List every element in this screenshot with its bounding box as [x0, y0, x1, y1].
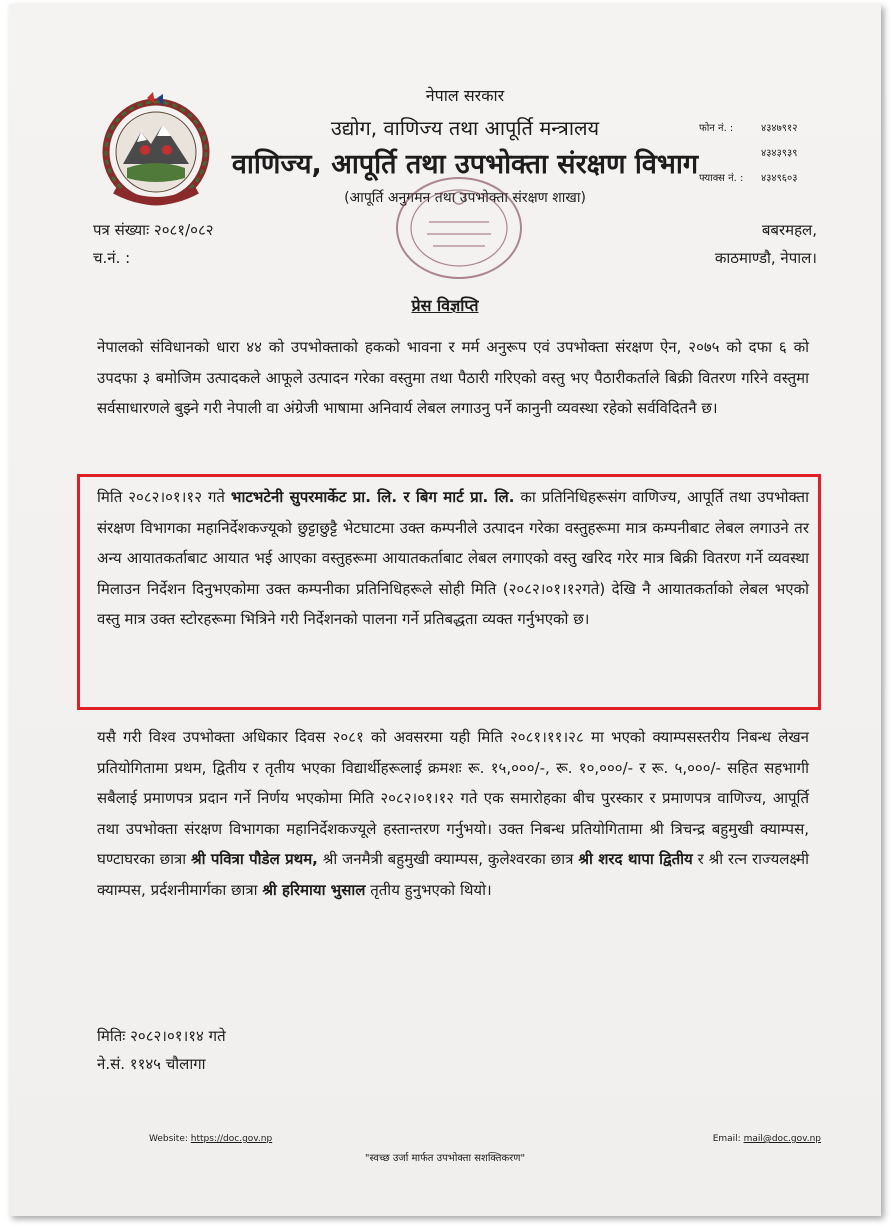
document-page	[9, 4, 881, 1216]
date-line-1: मितिः २०८२।०१।१४ गते	[97, 1027, 226, 1045]
first-place-winner: श्री पवित्रा पौडेल प्रथम,	[191, 850, 318, 868]
paragraph-3-text-b: श्री जनमैत्री बहुमुखी क्याम्पस, कुलेश्वरका छात्र	[317, 850, 579, 868]
website-link[interactable]: https://doc.gov.np	[190, 1134, 273, 1144]
cn-label: च.नं. :	[93, 249, 131, 267]
government-name: नेपाल सरकार	[425, 86, 505, 105]
reference-block	[93, 216, 214, 272]
reference-number: २०८१/०८२	[153, 221, 214, 239]
paragraph-3	[97, 722, 809, 905]
address-block	[715, 216, 817, 272]
phone-number-2: ४३४३९३९	[761, 148, 798, 159]
phone-number-1: ४३४७९१२	[761, 123, 798, 134]
footer-email	[713, 1134, 821, 1144]
email-label: Email:	[712, 1134, 744, 1144]
reference-label: पत्र संख्याः	[93, 221, 150, 239]
third-place-winner: श्री हरिमाया भुसाल	[262, 880, 366, 899]
department-name: वाणिज्य, आपूर्ति तथा उपभोक्ता संरक्षण विभाग	[231, 149, 699, 180]
fax-label: फ्याक्स नं. :	[699, 173, 744, 184]
website-label: Website:	[149, 1134, 191, 1144]
paragraph-2	[97, 482, 809, 635]
contact-block	[699, 116, 859, 191]
date-line-2: ने.सं. ११४५ चौलागा	[97, 1055, 206, 1073]
fax-number: ४३४९६०३	[761, 173, 798, 184]
footer-slogan: "स्वच्छ उर्जा मार्फत उपभोक्ता सशक्तिकरण"	[364, 1153, 526, 1164]
email-link[interactable]: mail@doc.gov.np	[743, 1134, 821, 1144]
address-line-2: काठमाण्डौ, नेपाल।	[714, 249, 817, 267]
paragraph-3-text-c: र श्री रत्न राज्यलक्ष्मी क्याम्पस, प्रर्दशनीमार्गका छात्रा	[97, 850, 809, 899]
paragraph-3-text-a: यसै गरी विश्व उपभोक्ता अधिकार दिवस २०८१ को अवसरमा यही मिति २०८१।११।२८ मा भएको क्याम्पसस्तरीय निबन्ध लेखन प्रतियोगितामा प्रथम, द्वितीय र तृतीय भएका विद्यार्थीहरूलाई क्रमशः रू. १५,०००/-, रू. १०,०००/- र रू. ५,०००/- सहित सहभागी सबैलाई प्रमाणपत्र प्रदान गर्ने निर्णय भएकोमा मिति २०८२।०१।१२ गते एक समारोहका बीच पुरस्कार र प्रमाणपत्र वाणिज्य, आपूर्ति तथा उपभोक्ता संरक्षण विभागका महानिर्देशकज्यूले हस्तान्तरण गर्नुभयो। उक्त निबन्ध प्रतियोगितामा श्री त्रिचन्द्र बहुमुखी क्याम्पस, घण्टाघरका छात्रा	[97, 728, 809, 868]
paragraph-2-text-a: मिति २०८२।०१।१२ गते	[97, 488, 231, 506]
second-place-winner: श्री शरद थापा द्वितीय	[578, 850, 693, 868]
paragraph-1: नेपालको संविधानको धारा ४४ को उपभोक्ताको हकको भावना र मर्म अनुरूप एवं उपभोक्ता संरक्षण ऐन, २०७५ को दफा ६ को उपदफा ३ बमोजिम उत्पादकले आफूले उत्पादन गरेका वस्तुमा तथा पैठारी गरिएको वस्तु भए पैठारीकर्ताले बिक्री वितरण गरिने वस्तुमा सर्वसाधारणले बुझ्ने गरी नेपाली वा अंग्रेजी भाषामा अनिवार्य लेबल लगाउनु पर्ने कानुनी व्यवस्था रहेको सर्वविदितनै छ।	[97, 338, 809, 417]
address-line-1: बबरमहल,	[761, 221, 817, 239]
document-title: प्रेस विज्ञप्ति	[411, 296, 479, 315]
ministry-name: उद्योग, वाणिज्य तथा आपूर्ति मन्त्रालय	[330, 116, 600, 140]
company-names: भाटभटेनी सुपरमार्केट प्रा. लि. र बिग मार्ट प्रा. लि.	[230, 488, 515, 506]
office-stamp-icon	[389, 172, 529, 284]
paragraph-3-text-d: तृतीय हुनुभएको थियो।	[365, 880, 492, 899]
phone-label: फोन नं. :	[699, 123, 734, 134]
date-block	[97, 1022, 226, 1078]
paragraph-2-text-b: का प्रतिनिधिहरूसंग वाणिज्य, आपूर्ति तथा उपभोक्ता संरक्षण विभागका महानिर्देशकज्यूको छुट्टाछुट्टै भेटघाटमा उक्त कम्पनीले उत्पादन गरेका वस्तुहरूमा मात्र कम्पनीबाट लेबल लगाउने तर अन्य आयातकर्ताबाट आयात भई आएका वस्तुहरूमा आयातकर्ताबाट लेबल लगाएको वस्तु खरिद गरेर मात्र बिक्री वितरण गर्ने व्यवस्था मिलाउन निर्देशन दिनुभएकोमा उक्त कम्पनीका प्रतिनिधिहरूले सोही मिति (२०८२।०१।१२गते) देखि नै आयातकर्ताको लेबल भएको वस्तु मात्र उक्त स्टोरहरूमा भित्रिने गरी निर्देशनको पालना गर्ने प्रतिबद्धता व्यक्त गर्नुभएको छ।	[97, 488, 809, 628]
footer-website	[149, 1134, 272, 1144]
branch-name: (आपूर्ति अनुगमन तथा उपभोक्ता संरक्षण शाखा)	[344, 190, 586, 206]
